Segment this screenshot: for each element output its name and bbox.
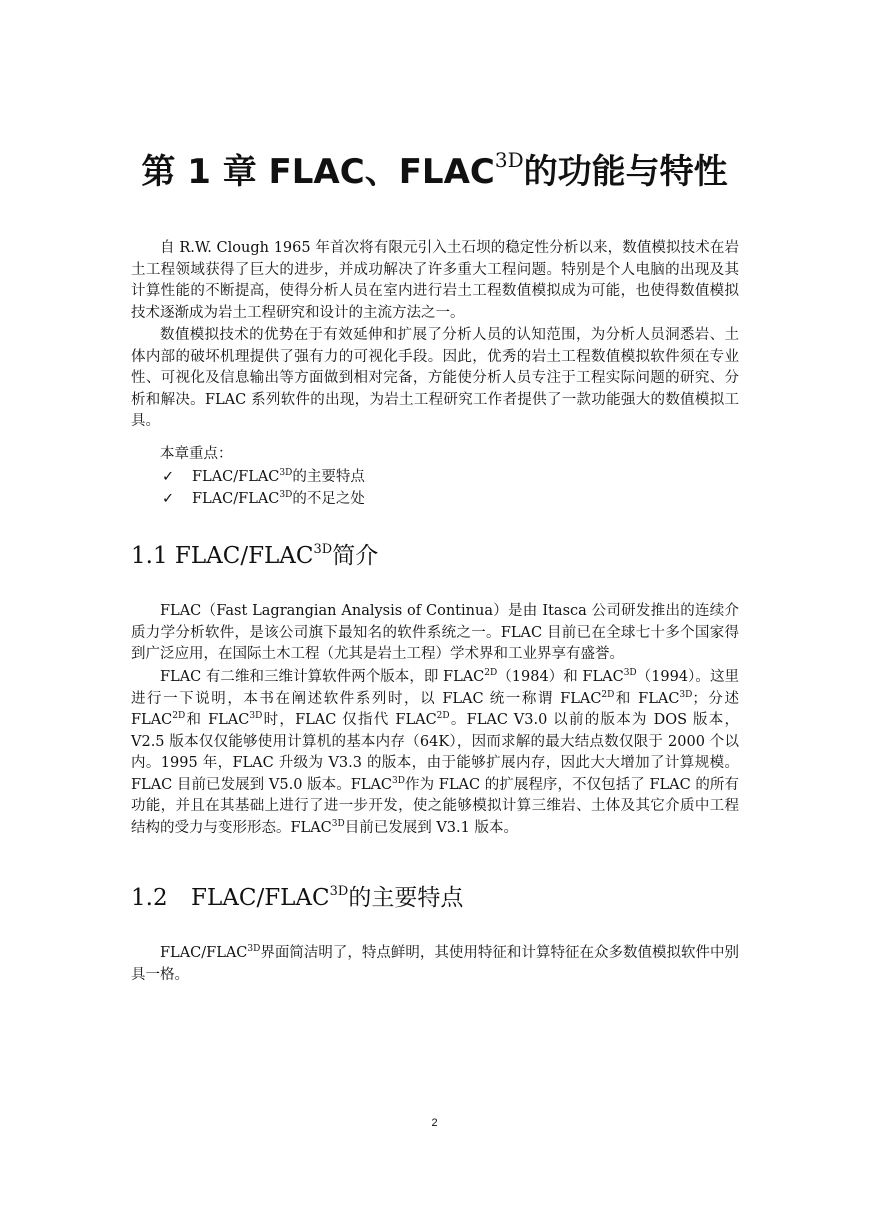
superscript: 3D	[249, 711, 263, 721]
intro-paragraph-2: 数值模拟技术的优势在于有效延伸和扩展了分析人员的认知范围，为分析人员洞悉岩、土体内部的破坏机理提供了强有力的可视化手段。因此，优秀的岩土工程数值模拟软件须在专业性、可视化及信息输出等方面做到相对完备，方能使分析人员专注于工程实际问题的研究、分析和解决。FLAC 系列软件的出现，为岩土工程研究工作者提供了一款功能强大的数值模拟工具。	[131, 327, 739, 429]
text-run: 和 FLAC	[614, 690, 680, 707]
chapter-title-superscript: 3D	[494, 148, 524, 172]
superscript: 3D	[247, 944, 261, 954]
section-1-1-title-prefix: 1.1 FLAC/FLAC	[131, 543, 314, 569]
text-run: 时，FLAC 仅指代 FLAC	[262, 712, 437, 728]
page-number: 2	[431, 1117, 438, 1129]
superscript: 2D	[436, 711, 450, 721]
text-run: FLAC/FLAC	[160, 945, 248, 961]
superscript: 3D	[392, 775, 405, 786]
section-1-2-title-superscript: 3D	[329, 884, 349, 899]
key-point-superscript: 3D	[279, 468, 293, 478]
section-1-1-title-superscript: 3D	[313, 542, 333, 557]
chapter-title-suffix: 的功能与特性	[523, 152, 728, 192]
chapter-title-prefix: 第 1 章 FLAC、FLAC	[141, 152, 495, 192]
text-run: FLAC 有二维和三维计算软件两个版本，即 FLAC	[160, 669, 485, 685]
text-run: 目前已发展到 V3.1 版本。	[344, 819, 518, 836]
chapter-title	[0, 148, 869, 196]
superscript: 2D	[484, 668, 498, 678]
key-point-item	[162, 488, 365, 510]
superscript: 3D	[331, 818, 345, 829]
superscript: 3D	[679, 689, 693, 700]
section-1-2-paragraph-1	[131, 943, 739, 986]
key-point-text: FLAC/FLAC	[192, 491, 280, 507]
superscript: 2D	[172, 711, 186, 721]
section-1-2-title-prefix: FLAC/FLAC	[191, 885, 330, 911]
key-point-text: FLAC/FLAC	[192, 469, 280, 485]
section-1-2-number: 1.2	[131, 885, 168, 911]
superscript: 2D	[601, 689, 615, 700]
section-1-1-title-suffix: 简介	[332, 543, 379, 569]
superscript: 3D	[623, 668, 637, 678]
text-run: （1984）和 FLAC	[497, 669, 624, 685]
key-point-suffix: 的不足之处	[292, 491, 365, 507]
checkmark-icon: ✓	[162, 469, 175, 485]
section-1-1-paragraph-2	[131, 667, 739, 839]
key-points-list	[162, 466, 365, 510]
section-1-1-paragraph-1: FLAC（Fast Lagrangian Analysis of Continua）是由 Itasca 公司研发推出的连续介质力学分析软件，是该公司旗下最知名的软件系统之一。FLAC 目前已在全球七十多个国家得到广泛应用，在国际土木工程（尤其是岩土工程）学术界和工业界享有盛誉。	[131, 603, 739, 662]
section-1-2-title	[131, 882, 463, 914]
text-run: 。FLAC V3.0 以前的版本为 DOS 版本，V2.5 版本仅仅能够使用计算机的基本内存（64K），因而求解的最大结点数仅限于 2000 个以内。1995 年，FLAC 升级为 V3.3 的版本，由于能够扩展内存，因此大大增加了计算规模。FLAC 目前已发展到 V5.0 版本。FLAC	[131, 712, 739, 793]
text-run: 界面简洁明了，特点鲜明，其使用特征和计算特征在众多数值模拟软件中别具一格。	[131, 945, 739, 983]
key-points-label: 本章重点：	[160, 446, 233, 462]
key-point-suffix: 的主要特点	[292, 469, 365, 485]
section-1-1-title	[131, 540, 378, 572]
text-run: 作为 FLAC 的扩展程序，不仅包括了 FLAC 的所有功能，并且在其基础上进行了进一步开发，使之能够模拟计算三维岩、土体及其它介质中工程结构的受力与变形形态。FLAC	[131, 776, 739, 836]
key-point-superscript: 3D	[279, 490, 293, 500]
checkmark-icon: ✓	[162, 491, 175, 507]
intro-paragraph-1: 自 R.W. Clough 1965 年首次将有限元引入土石坝的稳定性分析以来，数值模拟技术在岩土工程领域获得了巨大的进步，并成功解决了许多重大工程问题。特别是个人电脑的出现及其计算性能的不断提高，使得分析人员在室内进行岩土工程数值模拟成为可能，也使得数值模拟技术逐渐成为岩土工程研究和设计的主流方法之一。	[131, 240, 739, 321]
section-1-2-title-suffix: 的主要特点	[348, 885, 464, 911]
text-run: ；分述 FLAC	[131, 690, 739, 728]
text-run: 和 FLAC	[185, 712, 250, 728]
key-point-item	[162, 466, 365, 488]
text-run: （1994）。这里进行一下说明，本书在阐述软件系列时，以 FLAC 统一称谓 FLAC	[131, 669, 739, 707]
